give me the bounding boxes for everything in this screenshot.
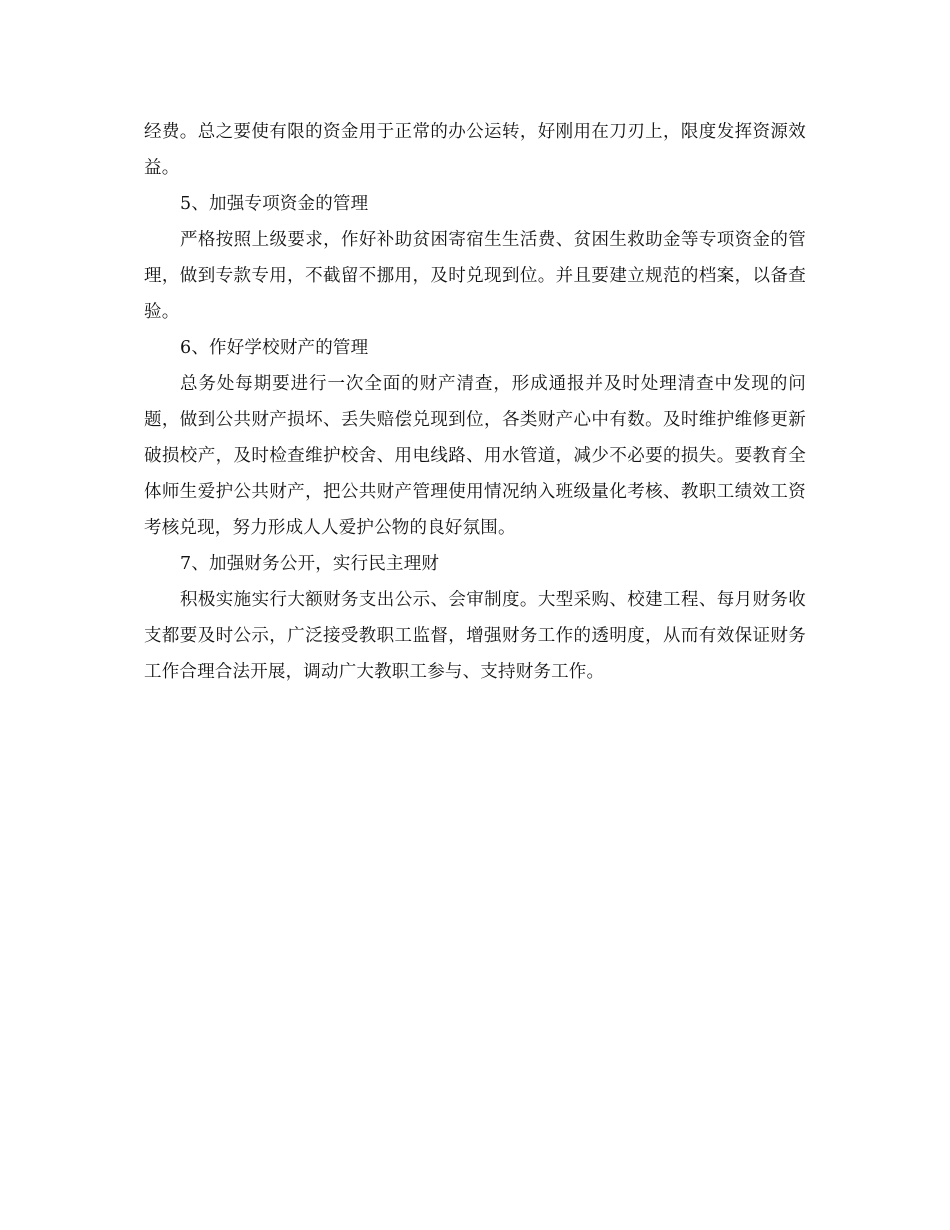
section-heading-6: 6、作好学校财产的管理 (180, 338, 369, 358)
section-heading-5: 5、加强专项资金的管理 (180, 194, 369, 214)
paragraph-funding-summary: 经费。总之要使有限的资金用于正常的办公运转，好刚用在刀刃上，限度发挥资源效益。 (144, 122, 806, 178)
section-heading-7: 7、加强财务公开，实行民主理财 (180, 554, 440, 574)
paragraph-special-funds: 严格按照上级要求，作好补助贫困寄宿生生活费、贫困生救助金等专项资金的管理，做到专款专用，不截留不挪用，及时兑现到位。并且要建立规范的档案，以备查验。 (144, 230, 806, 322)
paragraph-financial-disclosure: 积极实施实行大额财务支出公示、会审制度。大型采购、校建工程、每月财务收支都要及时公示，广泛接受教职工监督，增强财务工作的透明度，从而有效保证财务工作合理合法开展，调动广大教职工参与、支持财务工作。 (144, 590, 806, 682)
document-body (144, 114, 806, 690)
paragraph-school-property: 总务处每期要进行一次全面的财产清查，形成通报并及时处理清查中发现的问题，做到公共财产损坏、丢失赔偿兑现到位，各类财产心中有数。及时维护维修更新破损校产，及时检查维护校舍、用电线路、用水管道，减少不必要的损失。要教育全体师生爱护公共财产，把公共财产管理使用情况纳入班级量化考核、教职工绩效工资考核兑现，努力形成人人爱护公物的良好氛围。 (144, 374, 806, 538)
